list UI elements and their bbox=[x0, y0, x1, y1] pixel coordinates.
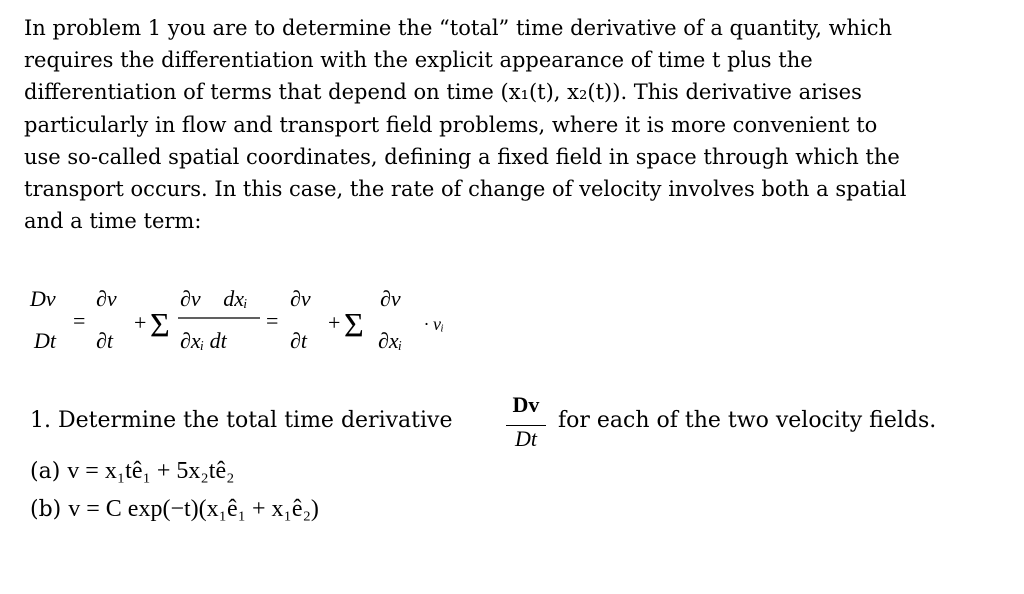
task-text-before: 1. Determine the total time derivative bbox=[30, 408, 453, 433]
intro-paragraph bbox=[24, 12, 1004, 237]
velocity-component-factor: · vᵢ bbox=[424, 314, 444, 334]
intro-line: requires the differentiation with the explicit appearance of time t plus the bbox=[24, 48, 813, 73]
summation-symbol: Σ bbox=[344, 307, 364, 344]
fraction-numerator: Dv bbox=[512, 392, 540, 417]
chain-rule-denominator: ∂xᵢ dt bbox=[180, 328, 227, 353]
velocity-expression: v = x₁tê₁ + 5x₂tê₂ bbox=[67, 458, 235, 484]
part-label: (b) bbox=[30, 497, 69, 522]
equals-sign: = bbox=[266, 308, 279, 333]
plus-sign: + bbox=[328, 310, 341, 335]
partial-t-denominator: ∂t bbox=[96, 328, 113, 353]
intro-line: transport occurs. In this case, the rate of change of velocity involves both a spatial bbox=[24, 177, 907, 202]
velocity-expression: v = C exp(−t)(x₁ê₁ + x₁ê₂) bbox=[68, 496, 319, 522]
lhs-numerator: Dv⃗ bbox=[30, 286, 73, 311]
partial-v-numerator: ∂v⃗ bbox=[380, 286, 418, 311]
intro-line: differentiation of terms that depend on time (x₁(t), x₂(t)). This derivative arises bbox=[24, 80, 862, 105]
velocity-field-b bbox=[30, 496, 319, 523]
total-derivative-fraction bbox=[504, 394, 548, 456]
fraction-denominator: Dt bbox=[515, 426, 537, 451]
partial-v-numerator: ∂v⃗ bbox=[96, 286, 134, 311]
intro-line: In problem 1 you are to determine the “total” time derivative of a quantity, which bbox=[24, 16, 893, 40]
intro-line: use so-called spatial coordinates, defining a fixed field in space through which the bbox=[24, 144, 900, 169]
equation-svg bbox=[28, 278, 468, 370]
chain-rule-numerator: ∂v⃗ dxᵢ bbox=[180, 286, 248, 311]
task-text-after: for each of the two velocity fields. bbox=[558, 408, 937, 433]
task-statement bbox=[30, 394, 990, 464]
partial-x-denominator: ∂xᵢ bbox=[378, 328, 403, 353]
lhs-denominator: Dt bbox=[34, 328, 56, 353]
summation-symbol: Σ bbox=[150, 307, 170, 344]
plus-sign: + bbox=[134, 310, 147, 335]
material-derivative-equation bbox=[28, 278, 468, 370]
velocity-field-a bbox=[30, 458, 234, 485]
part-label: (a) bbox=[30, 459, 68, 484]
intro-line: and a time term: bbox=[24, 209, 202, 234]
partial-v-numerator: ∂v⃗ bbox=[290, 286, 328, 311]
partial-t-denominator: ∂t bbox=[290, 328, 307, 353]
intro-line: particularly in flow and transport field problems, where it is more convenient to bbox=[24, 112, 878, 137]
equals-sign: = bbox=[73, 308, 86, 333]
